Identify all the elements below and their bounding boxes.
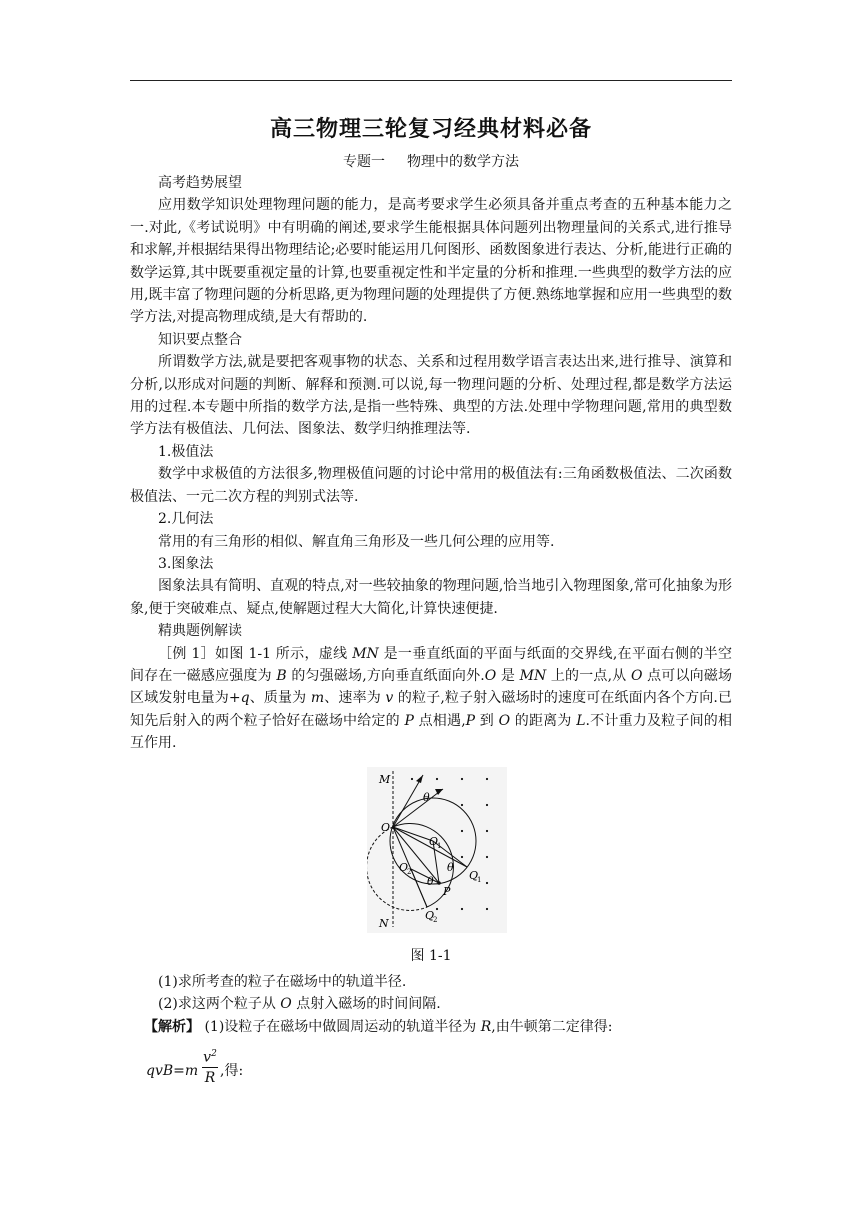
figure-1-1 (130, 767, 732, 935)
label-q2-sub: 2 (433, 915, 438, 924)
solution-tag: 【解析】 (144, 1018, 200, 1035)
question-1: (1)求所考查的粒子在磁场中的轨道半径. (158, 973, 407, 990)
example-1-statement: ［例 1］如图 1-1 所示，虚线 MN 是一垂直纸面的平面与纸面的交界线,在平面右侧的半空间存在一磁感应强度为 B 的匀强磁场,方向垂直纸面向外.O 是 MN 上的一点,从 O 点可以向磁场区域发射电量为+q、质量为 m、速率为 v 的粒子,粒子射入磁场时的速度可在纸面内各个方向.已知先后射入的两个粒子恰好在磁场中给定的 P 点相遇,P 到 O 的距离为 L.不计重力及粒子间的相互作用. (130, 645, 733, 752)
heading-graph-method: 3.图象法 (158, 555, 214, 572)
label-p: P (443, 884, 451, 898)
document-body (130, 172, 732, 1090)
heading-geometry-method: 2.几何法 (158, 511, 214, 528)
label-theta-top: θ (423, 790, 430, 804)
question-2: (2)求这两个粒子从 O 点射入磁场的时间间隔. (158, 996, 441, 1013)
heading-extremum-method: 1.极值法 (158, 443, 214, 460)
figure-caption: 图 1-1 (410, 947, 452, 964)
paragraph-trend: 应用数学知识处理物理问题的能力，是高考要求学生必须具备并重点考查的五种基本能力之一.对此,《考试说明》中有明确的阐述,要求学生能根据具体问题列出物理量间的关系式,进行推导和求解,并根据结果得出物理结论;必要时能运用几何图形、函数图象进行表达、分析,能进行正确的数学运算,其中既要重视定量的计算,也要重视定性和半定量的分析和推理.一些典型的数学方法的应用,既丰富了物理问题的分析思路,更为物理问题的处理提供了方便.熟练地掌握和应用一些典型的数学方法,对提高物理成绩,是大有帮助的. (130, 197, 732, 326)
subtitle (130, 151, 732, 171)
label-o1-sub: 1 (437, 841, 442, 850)
solution-intro: 【解析】 (1)设粒子在磁场中做圆周运动的轨道半径为 R,由牛顿第二定律得: (144, 1018, 613, 1035)
label-q1-sub: 1 (477, 875, 482, 884)
equation-lorentz-force (130, 1042, 732, 1090)
equation-fraction (202, 1046, 218, 1087)
label-o2: O (399, 860, 409, 874)
paragraph-geometry-method: 常用的有三角形的相似、解直角三角形及一些几何公理的应用等. (158, 533, 555, 550)
header-rule (130, 80, 732, 81)
point-p (437, 881, 441, 885)
paragraph-knowledge: 所谓数学方法,就是要把客观事物的状态、关系和过程用数学语言表达出来,进行推导、演算和分析,以形成对问题的判断、解释和预测.可以说,每一物理问题的分析、处理过程,都是数学方法运用的过程.本专题中所指的数学方法,是指一些特殊、典型的方法.处理中学物理问题,常用的典型数学方法有极值法、几何法、图象法、数学归纳推理法等. (130, 354, 732, 438)
label-theta-right: θ (447, 860, 454, 874)
section-heading-examples: 精典题例解读 (158, 623, 242, 640)
equation-exponent: 2 (211, 1049, 217, 1060)
section-heading-knowledge: 知识要点整合 (158, 331, 242, 348)
paragraph-extremum-method: 数学中求极值的方法很多,物理极值问题的讨论中常用的极值法有:三角函数极值法、二次函数极值法、一元二次方程的判别式法等. (130, 466, 732, 505)
label-o: O (381, 820, 391, 834)
label-n: N (379, 916, 389, 930)
subtitle-topic-name: 物理中的数学方法 (407, 154, 519, 170)
section-heading-trend: 高考趋势展望 (158, 175, 242, 191)
label-o1: O (429, 834, 439, 848)
equation-numerator: v (203, 1049, 212, 1066)
equation-lhs: qvB=m (146, 1063, 199, 1080)
label-q1: Q (469, 868, 479, 882)
label-theta-bottom: θ (427, 874, 434, 888)
subtitle-topic-number: 专题一 (343, 154, 385, 170)
equation-denominator: R (204, 1069, 216, 1086)
label-m: M (379, 772, 391, 786)
label-q2: Q (425, 908, 435, 922)
paragraph-graph-method: 图象法具有简明、直观的特点,对一些较抽象的物理问题,恰当地引入物理图象,常可化抽象为形象,便于突破难点、疑点,使解题过程大大简化,计算快速便捷. (130, 578, 732, 617)
document-title: 高三物理三轮复习经典材料必备 (269, 117, 592, 142)
magnetic-field-diagram (367, 767, 507, 933)
equation-trailing-text: ,得: (220, 1063, 244, 1080)
label-o2-sub: 2 (407, 867, 412, 876)
